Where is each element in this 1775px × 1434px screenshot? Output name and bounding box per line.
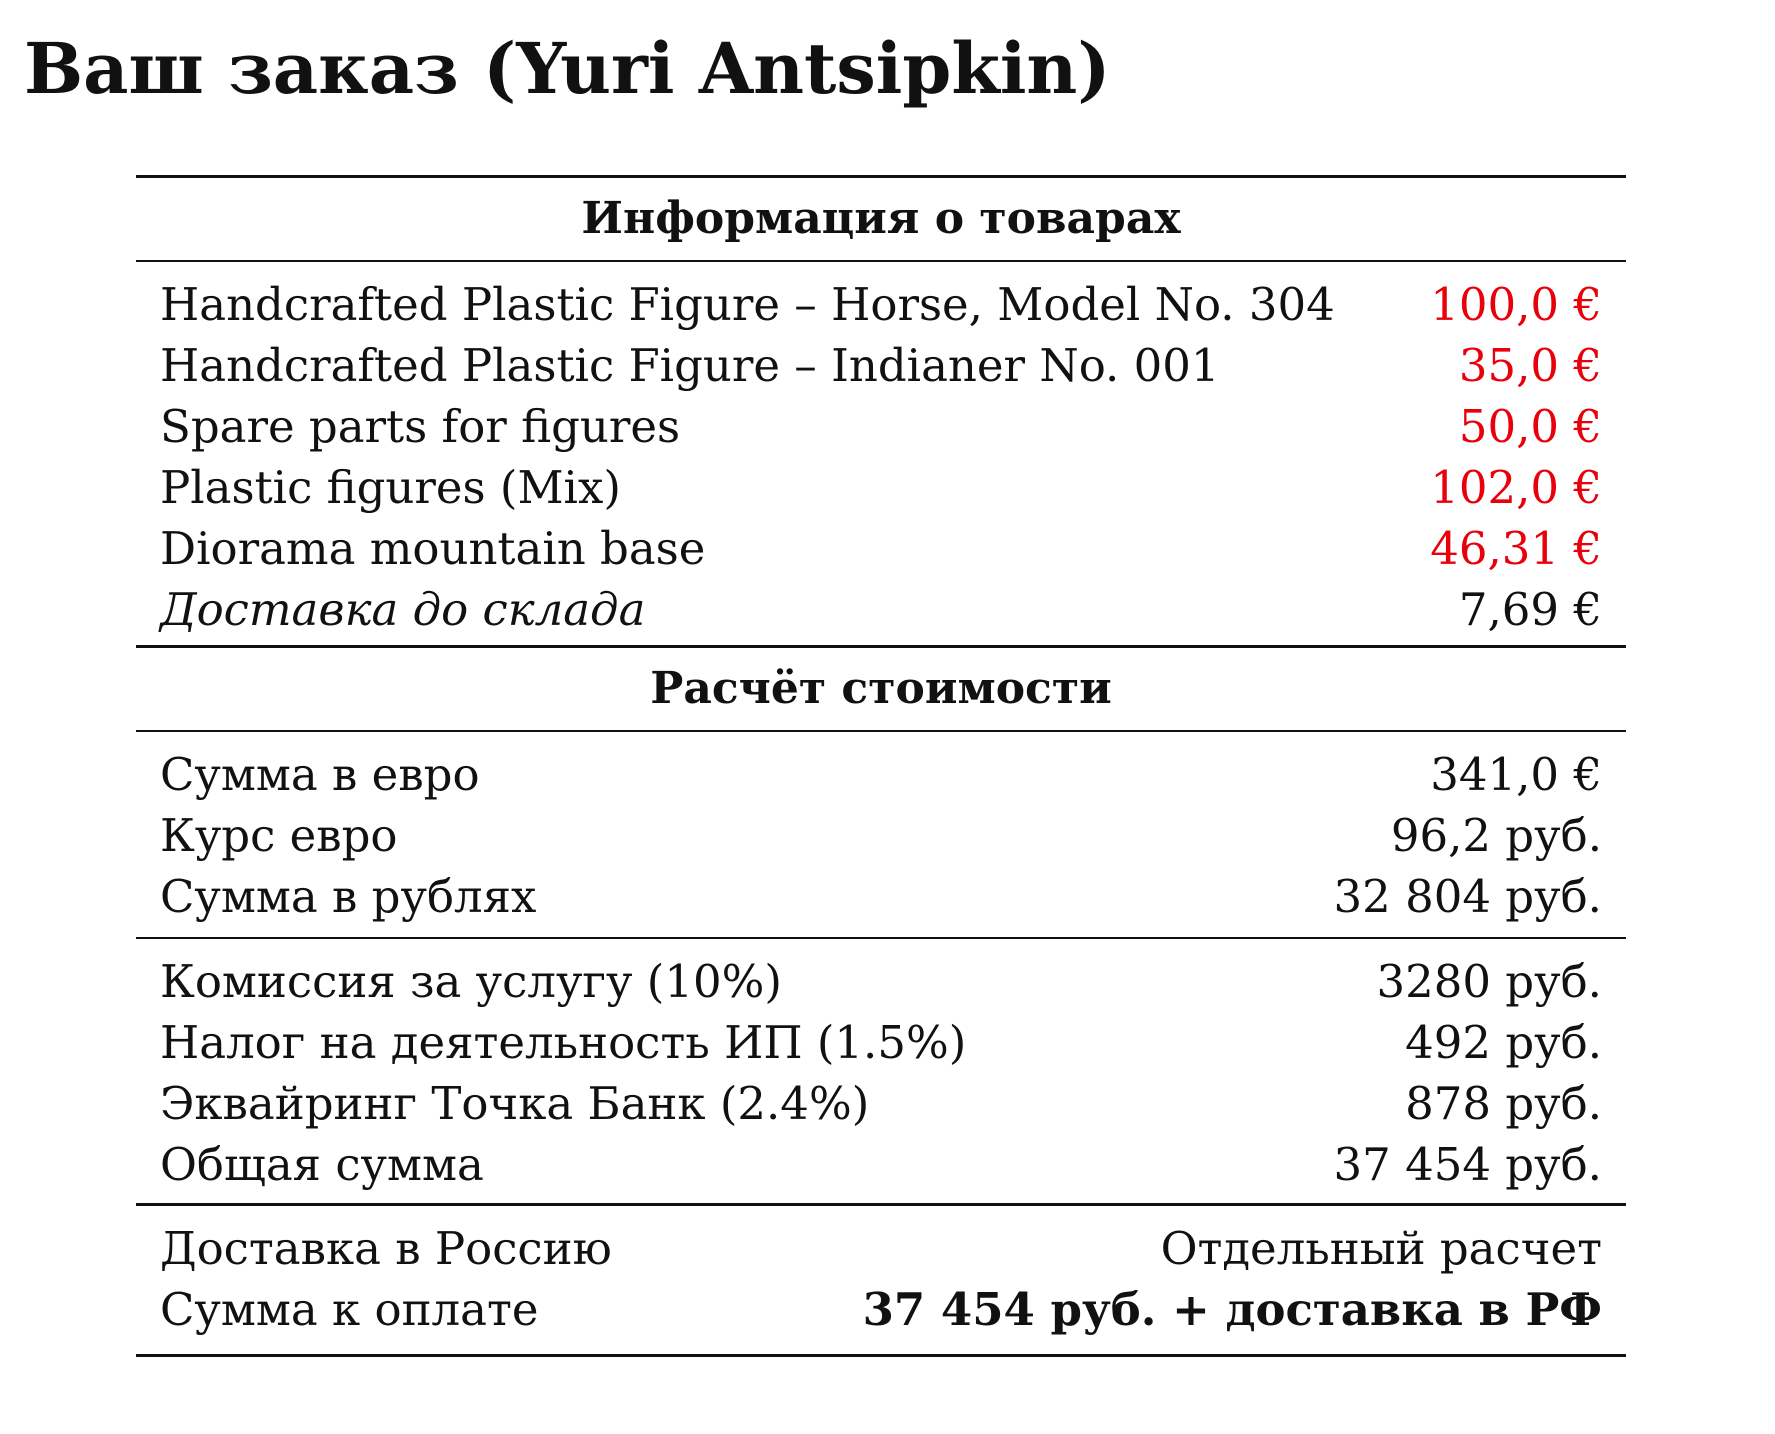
order-table (136, 175, 1626, 1357)
product-price: 46,31 € (1430, 522, 1602, 575)
calc-label: Сумма в евро (160, 748, 480, 801)
calc-label: Сумма в рублях (160, 870, 537, 923)
amount-due-label: Сумма к оплате (160, 1283, 539, 1336)
fee-label: Налог на деятельность ИП (1.5%) (160, 1016, 967, 1069)
final-block (136, 1206, 1626, 1354)
fee-value: 492 руб. (1405, 1016, 1602, 1069)
fee-row (160, 1073, 1602, 1134)
calc-row (160, 744, 1602, 805)
product-name: Plastic figures (Mix) (160, 461, 621, 514)
product-price: 35,0 € (1458, 339, 1602, 392)
product-price: 50,0 € (1458, 400, 1602, 453)
product-row (160, 335, 1602, 396)
product-price: 100,0 € (1430, 278, 1602, 331)
total-label: Общая сумма (160, 1138, 484, 1191)
warehouse-delivery-value: 7,69 € (1458, 583, 1602, 636)
russia-delivery-label: Доставка в Россию (160, 1222, 612, 1275)
total-row (160, 1134, 1602, 1195)
fee-row (160, 951, 1602, 1012)
amount-due-row (160, 1279, 1602, 1340)
amount-due-value: 37 454 руб. + доставка в РФ (862, 1283, 1602, 1336)
russia-delivery-value: Отдельный расчет (1160, 1222, 1602, 1275)
total-value: 37 454 руб. (1333, 1138, 1602, 1191)
product-row (160, 457, 1602, 518)
product-name: Handcrafted Plastic Figure – Horse, Model No. 304 (160, 278, 1335, 331)
product-name: Spare parts for figures (160, 400, 681, 453)
calc-row (160, 805, 1602, 866)
calc-label: Курс евро (160, 809, 398, 862)
products-heading: Информация о товарах (581, 193, 1181, 244)
calc-value: 32 804 руб. (1333, 870, 1602, 923)
product-row (160, 274, 1602, 335)
product-price: 102,0 € (1430, 461, 1602, 514)
fee-row (160, 1012, 1602, 1073)
fee-value: 3280 руб. (1376, 955, 1602, 1008)
product-row (160, 518, 1602, 579)
product-row (160, 396, 1602, 457)
calc-value: 96,2 руб. (1390, 809, 1602, 862)
product-name: Handcrafted Plastic Figure – Indianer No. 001 (160, 339, 1220, 392)
product-name: Diorama mountain base (160, 522, 706, 575)
warehouse-delivery-row (160, 579, 1602, 640)
page-title: Ваш заказ (Yuri Antsipkin) (24, 27, 1111, 110)
fees-block (136, 939, 1626, 1203)
product-list (136, 262, 1626, 645)
fee-label: Эквайринг Точка Банк (2.4%) (160, 1077, 870, 1130)
conversion-block (136, 732, 1626, 937)
fee-label: Комиссия за услугу (10%) (160, 955, 782, 1008)
calc-value: 341,0 € (1430, 748, 1602, 801)
bottom-rule (136, 1354, 1626, 1357)
fee-value: 878 руб. (1405, 1077, 1602, 1130)
warehouse-delivery-label: Доставка до склада (160, 583, 646, 636)
calc-row (160, 866, 1602, 927)
russia-delivery-row (160, 1218, 1602, 1279)
calculation-heading: Расчёт стоимости (650, 663, 1112, 714)
